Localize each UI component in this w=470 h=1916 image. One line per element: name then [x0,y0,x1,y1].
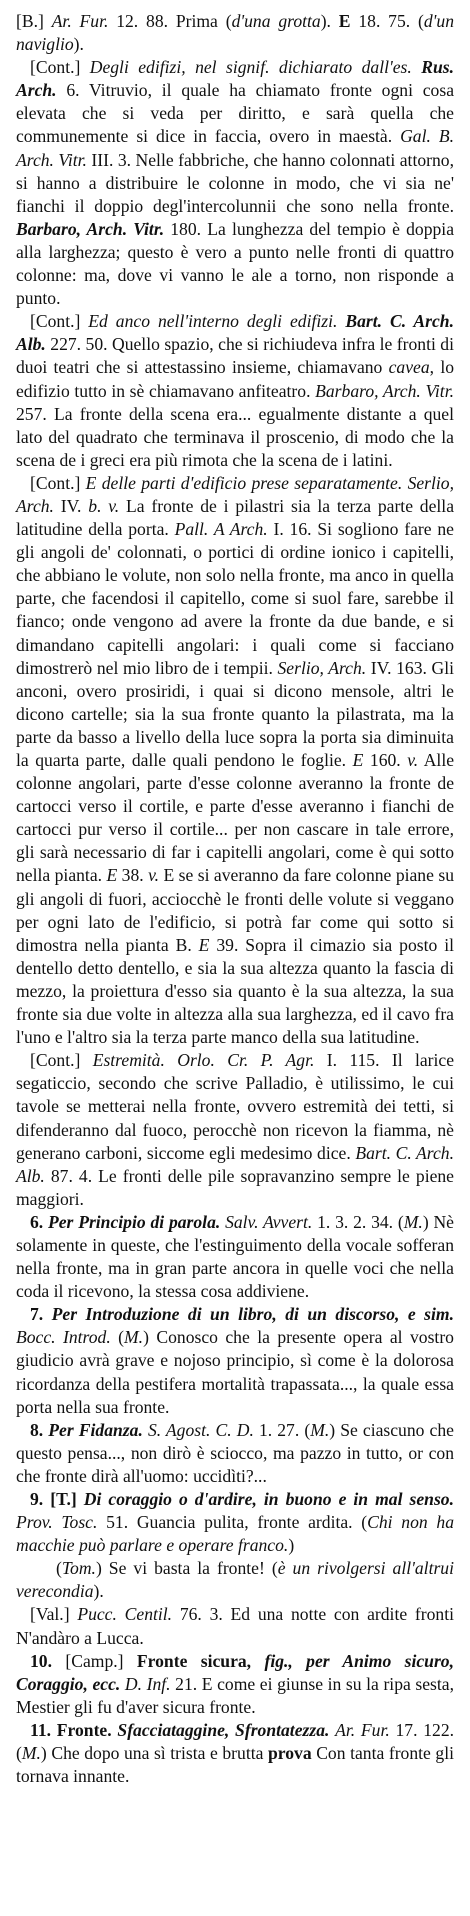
text-run: 160. [363,750,408,770]
text-run: Con tanta fronte gli tornava innante. [16,1743,454,1787]
text-run: La fronte de i pilastri sia la terza parte della latitudine della porta. [16,495,454,540]
text-run: 8. [30,1419,49,1440]
text-run: [Val.] [30,1604,78,1625]
entry-paragraph [16,56,454,310]
text-run: Gal. B. Arch. Vitr. [16,126,454,170]
text-run: è un rivolgersi all'altrui verecondia [16,1558,454,1602]
text-run: Tom. [61,1558,96,1579]
text-run: Chi non ha macchie può parlare e operare franco. [16,1512,454,1556]
text-run: Ar. Fur. [335,1719,390,1740]
text-run: d'una grotta [231,11,321,31]
text-run: 17. 122. ( [16,1719,455,1764]
text-run: [Cont.] [30,1050,93,1071]
text-run: M. [21,1743,41,1764]
text-run [165,1050,177,1070]
text-run: Barbaro, Arch. Vitr. [315,380,454,401]
text-run: E [338,11,351,31]
entry-paragraph [16,472,454,1049]
text-run: Serlio, Arch. [277,657,367,678]
entry-paragraph [16,1211,454,1303]
text-run: E [352,750,364,770]
text-run: D. Inf. [124,1673,171,1694]
text-run: Pall. A Arch. [174,519,268,540]
text-run: ( [56,1558,62,1579]
text-run: Orlo. Cr. P. Agr. [177,1050,315,1071]
text-run: ) Conosco che la presente opera al vostro giudicio avrà grave e nojoso principio, sì come è la dolorosa ricordanza della pestifera mortalità trapassata..., la quale essa porta nella sua fronte. [16,1327,454,1417]
entry-paragraph [16,1603,454,1649]
text-run: S. Agost. C. D. [147,1419,254,1440]
text-run: IV. [53,495,89,516]
text-run: III. 3. Nelle fabbriche, che hanno colonnati attorno, si hanno a distribuire le colonne in modo, che vi sia ne' fianchi il doppio degl'intercolunnii che sono nella fronte. [16,149,454,216]
text-run: M. [124,1327,144,1348]
text-run: [Cont.] [30,57,90,78]
text-run: 1. 3. 2. 34. ( [312,1211,404,1232]
text-run: ). [320,11,339,31]
text-run: ) [288,1535,295,1556]
text-run: Ar. Fur. [51,11,109,31]
text-run: 11. Fronte. [30,1719,112,1740]
text-run: b. v. [88,495,120,516]
text-run: ) Nè solamente in queste, che l'estinguimento della vocale sofferan nella fronte, ma in gran parte ancora in quelle voci che nella coda il ricevono, la stessa cosa addiviene. [16,1211,454,1302]
text-run: E se si averanno da fare colonne piane su gli angoli di fuori, acciocchè le fronti delle volute si veggano per ogni lato de l'edificio, si potrà far come qui sotto si dimostra nella pianta B. [16,865,455,955]
text-run: 1. 27. ( [253,1419,311,1440]
text-run: [Cont.] [30,311,89,332]
text-run: M. [310,1419,330,1440]
text-run: Sfacciataggine, Sfrontatezza. [117,1719,330,1740]
entry-paragraph [16,10,454,56]
text-run: 12. 88. Prima ( [108,11,232,31]
entry-paragraph [16,310,454,472]
text-run: 180. La lunghezza del tempio è doppia alla larghezza; questo è vero a punto nelle fronti di quattro colonne: ma, dove vi vanno le ale a torno, non risponde a punto. [16,218,454,309]
text-run: Per Fidanza. [48,1419,143,1440]
text-run: M. [403,1211,423,1232]
entry-paragraph [16,1650,454,1719]
text-run: 227. 50. Quello spazio, che si richiudeva infra le fronti di duoi teatri che si attestassino insieme, chiamavano [16,334,454,378]
entry-paragraph [16,1303,454,1418]
text-run: Bocc. Introd. [16,1327,111,1348]
text-run: cavea [388,357,430,378]
text-run: 7. [30,1304,52,1325]
text-run: IV. 163. Gli anconi, overo prosiridi, i quai si dicono mensole, altri le dicono cartelle; sia la sua fronte quanto la pilastrata, ma la parte da basso a livello della luce sopra la porta sia diminuita la quarta parte, dalle quali pendono le foglie. [16,657,454,770]
text-run: I. 16. Si sogliono fare ne gli angoli de' colonnati, o portici di ordine ionico i capitelli, che abbiano le volute, non solo nella fronte, ma anco in quella parte, che facendosi il capitello, come si suol fare, sarebbe il fianco; onde vengono ad avere la fronte da due bande, e si dimandano capitelli angolari: i quali come si facciano dimostrerò nel mio libro de i tempii. [16,519,454,678]
entry-paragraph [16,1719,454,1788]
text-run: Bart. C. Arch. Alb. [16,311,454,355]
text-run: 51. Guancia pulita, fronte ardita. ( [97,1512,368,1533]
text-run: 9. [T.] [30,1489,84,1509]
entry-paragraph [16,1557,454,1603]
text-run: Per Introduzione di un libro, di un discorso, e sim. [51,1304,454,1325]
entry-paragraph [16,1488,454,1557]
text-run: 257. La fronte della scena era... egualmente distante a quel lato del quadrato che terminava il proscenio, di modo che la scena de i greci era più rimota che la scena de i latini. [16,403,454,470]
text-run: ) Se ciascuno che questo pensa..., non dirò è sciocco, ma pazzo in tutto, or con che fronte dirà all'uomo: uccidìti?... [16,1419,454,1486]
text-run: ). [73,34,84,55]
text-run: 10. [30,1650,66,1671]
text-run: Fronte sicura, [136,1650,252,1671]
text-run: Pucc. Centil. [77,1604,173,1625]
text-run: E [198,934,210,955]
text-run: Per Principio di parola. [48,1211,221,1232]
text-run: v. [407,750,419,770]
text-run: 39. Sopra il cimazio sia posto il dentello detto dentello, e sia la sua altezza quanto la fascia di mezzo, la proiettura d'esso sia quanto è la sua altezza, la sua fronte sia due volte in altezza alla sua larghezza, ed il cavo fra l'uno e l'altro sia la terza parte manco della sua latitudine. [16,934,454,1048]
text-run: d'un naviglio [16,11,455,55]
entry-paragraph [16,1419,454,1488]
text-run: 18. 75. ( [350,11,424,31]
text-run: [Cont.] [30,472,86,493]
text-run: 21. E come ei giunse in su la ripa sesta, Mestier gli fu d'aver sicura fronte. [16,1673,454,1717]
text-run: Degli edifizi, nel signif. dichiarato dall'es. [89,57,412,78]
text-run: Serlio, Arch. [16,472,454,516]
text-run: Estremità. [92,1050,165,1071]
text-run: fig., per Animo sicuro, Coraggio, ecc. [16,1650,454,1694]
text-run: I. 115. Il larice segaticcio, secondo che scrive Palladio, è utilissimo, le cui tavole se metterai nella fronte, ovvero estremità dei tetti, si difenderanno dal fuoco, perocchè non ricevon la fiamma, nè generano carboni, siccome egli medesimo dice. [16,1050,455,1163]
text-run: prova [267,1743,312,1764]
text-run: Di coraggio o d'ardire, in buono e in mal senso. [83,1489,454,1509]
text-run: ) Che dopo una sì trista e brutta [40,1743,268,1764]
text-run: , lo edifizio tutto in sè chiamavano anfiteatro. [16,357,454,401]
text-run: 38. [117,865,149,886]
text-run: ) Se vi basta la fronte! ( [95,1558,278,1579]
text-run: Rus. Arch. [16,57,454,101]
text-run: Prov. Tosc. [16,1512,98,1533]
text-run: E delle parti d'edificio prese separatamente. [85,472,403,493]
text-run: 87. 4. Le fronti delle pile sopravanzino sempre le piene maggiori. [16,1165,454,1209]
text-run: Alle colonne angolari, parte d'esse colonne averanno la fronte de cartocci verso il cortile, e parte d'esse averanno i fianchi de cartocci pur verso il cortile... per non cascare in tale errore, gli sarà necessario di far i capitelli angolari, come è qui sotto nella pianta. [16,750,455,886]
text-run: v. [148,865,160,886]
text-run: E [106,865,118,886]
text-run: Bart. C. Arch. Alb. [16,1142,455,1186]
text-run: 6. [30,1211,48,1232]
text-run: Salv. Avvert. [225,1211,313,1232]
entry-paragraph [16,1049,454,1211]
text-run: 6. Vitruvio, il quale ha chiamato fronte ogni cosa elevata che si veda per diritto, e sarà quella che communemente si dice in faccia, overo in maestà. [16,80,454,147]
text-run: Barbaro, Arch. Vitr. [16,218,165,239]
text-run: 76. 3. Ed una notte con ardite fronti N'andàro a Lucca. [16,1604,454,1648]
text-run: Ed anco nell'interno degli edifizi. [88,311,338,332]
text-run [412,57,421,77]
text-run: ( [110,1327,125,1348]
text-run: [B.] [16,11,52,31]
text-run [251,1651,264,1671]
text-run: [Camp.] [65,1650,137,1671]
text-run: ). [93,1581,104,1602]
